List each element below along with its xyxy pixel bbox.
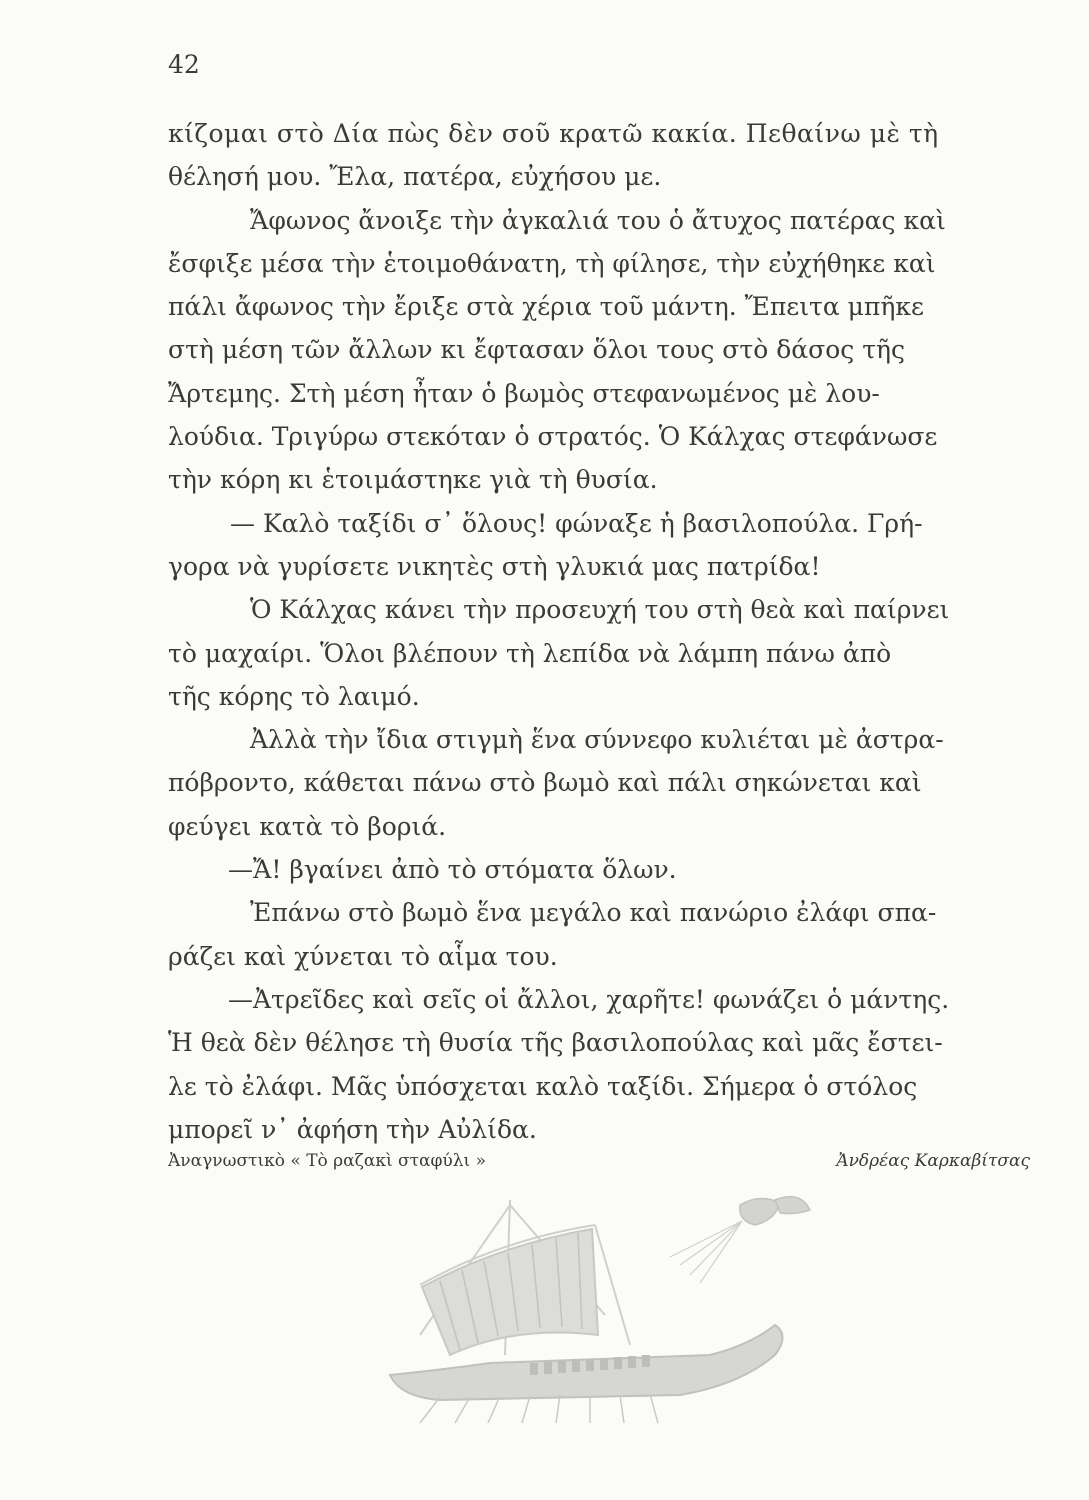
page-number: 42	[168, 50, 200, 79]
text-line: —Ἀτρεῖδες καὶ σεῖς οἱ ἄλλοι, χαρῆτε! φωνάζει ὁ μάντης.	[228, 984, 950, 1014]
text-line: Ἄρτεμης. Στὴ μέση ἦταν ὁ βωμὸς στεφανωμένος μὲ λου-	[168, 378, 880, 408]
text-line: — Καλὸ ταξίδι σ᾽ ὅλους! φώναξε ἡ βασιλοπούλα. Γρή-	[230, 508, 923, 538]
text-line: ράζει καὶ χύνεται τὸ αἷμα του.	[168, 941, 558, 971]
text-line: —Ἄ! βγαίνει ἀπὸ τὸ στόματα ὅλων.	[228, 855, 677, 885]
text-line: κίζομαι στὸ Δία πὼς δὲν σοῦ κρατῶ κακία. Πεθαίνω μὲ τὴ	[168, 119, 939, 148]
text-line: Ὁ Κάλχας κάνει τὴν προσευχή του στὴ θεὰ καὶ παίρνει	[250, 595, 950, 625]
text-line: μπορεῖ ν᾽ ἀφήση τὴν Αὐλίδα.	[168, 1114, 537, 1144]
source-author: Ἀνδρέας Καρκαβίτσας	[836, 1151, 1030, 1171]
text-line: Ἀλλὰ τὴν ἴδια στιγμὴ ἕνα σύννεφο κυλιέται μὲ ἀστρα-	[250, 725, 944, 755]
text-line: τὸ μαχαίρι. Ὅλοι βλέπουν τὴ λεπίδα νὰ λάμπη πάνω ἀπὸ	[168, 638, 892, 668]
ship-illustration-icon	[380, 1185, 820, 1425]
body-text	[168, 112, 1030, 1151]
text-line: Ἡ θεὰ δὲν θέλησε τὴ θυσία τῆς βασιλοπούλας καὶ μᾶς ἔστει-	[168, 1028, 943, 1058]
source-attribution	[168, 1146, 1030, 1176]
text-line: λούδια. Τριγύρω στεκόταν ὁ στρατός. Ὁ Κάλχας στεφάνωσε	[168, 422, 938, 452]
text-line: στὴ μέση τῶν ἄλλων κι ἔφτασαν ὅλοι τους στὸ δάσος τῆς	[168, 335, 905, 365]
text-line: γορα νὰ γυρίσετε νικητὲς στὴ γλυκιά μας πατρίδα!	[168, 551, 821, 581]
text-line: λε τὸ ἐλάφι. Μᾶς ὑπόσχεται καλὸ ταξίδι. Σήμερα ὁ στόλος	[168, 1071, 918, 1101]
text-line: τὴν κόρη κι ἑτοιμάστηκε γιὰ τὴ θυσία.	[168, 465, 658, 495]
text-line: τῆς κόρης τὸ λαιμό.	[168, 681, 420, 711]
text-line: θέλησή μου. Ἔλα, πατέρα, εὐχήσου με.	[168, 162, 662, 192]
text-line: Ἐπάνω στὸ βωμὸ ἕνα μεγάλο καὶ πανώριο ἐλάφι σπα-	[250, 898, 937, 928]
text-line: φεύγει κατὰ τὸ βοριά.	[168, 811, 447, 841]
source-reader: Ἀναγνωστικὸ « Τὸ ραζακὶ σταφύλι »	[168, 1151, 487, 1171]
text-line: πόβροντο, κάθεται πάνω στὸ βωμὸ καὶ πάλι σηκώνεται καὶ	[168, 768, 922, 798]
text-line: πάλι ἄφωνος τὴν ἔριξε στὰ χέρια τοῦ μάντη. Ἔπειτα μπῆκε	[168, 292, 924, 322]
text-line: Ἄφωνος ἄνοιξε τὴν ἀγκαλιά του ὁ ἄτυχος πατέρας καὶ	[250, 205, 946, 235]
text-line: ἔσφιξε μέσα τὴν ἑτοιμοθάνατη, τὴ φίλησε, τὴν εὐχήθηκε καὶ	[168, 248, 936, 278]
